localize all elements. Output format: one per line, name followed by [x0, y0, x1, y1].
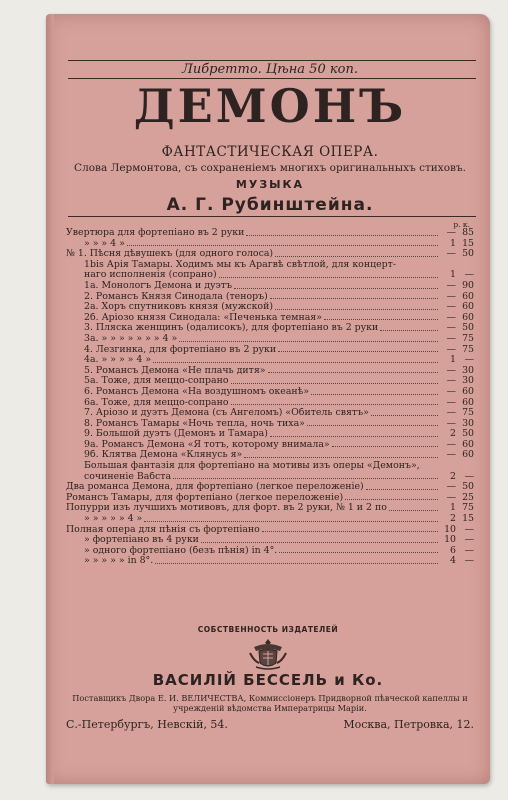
list-item — [66, 472, 474, 483]
addresses — [66, 718, 474, 731]
leader-dots — [371, 415, 438, 416]
price-kopecks: — — [464, 544, 474, 556]
address-moscow: Москва, Петровка, 12. — [343, 718, 474, 731]
leader-dots — [380, 330, 438, 331]
price-rubles: — — [446, 311, 456, 323]
leader-dots — [268, 372, 439, 373]
list-item — [66, 323, 474, 334]
leader-dots — [324, 319, 438, 320]
list-item — [66, 535, 474, 546]
price-kopecks: 30 — [462, 375, 474, 387]
list-item-label: 2б. Аріозо князя Синодала: «Печенька темная» — [84, 312, 322, 323]
price-rubles: — — [446, 227, 456, 238]
leader-dots — [366, 489, 438, 490]
price-kopecks: — — [464, 470, 474, 482]
leader-dots — [173, 478, 438, 479]
list-item — [66, 419, 474, 430]
libretto-price: Либретто. Цѣна 50 коп. — [182, 62, 358, 77]
price-kopecks: 75 — [462, 407, 474, 419]
leader-dots — [179, 341, 438, 342]
price-kopecks: 50 — [462, 481, 474, 493]
leader-dots — [234, 288, 438, 289]
price-rubles: — — [446, 375, 456, 387]
price-rubles: — — [446, 290, 456, 302]
price-kopecks: 15 — [462, 513, 474, 525]
list-item-label: 3. Пляска женщинъ (одалисокъ), для фортепіано въ 2 руки — [84, 323, 379, 334]
list-item — [66, 429, 474, 440]
leader-dots — [155, 563, 438, 564]
price-kopecks: 60 — [462, 311, 474, 323]
price-rubles: — — [446, 322, 456, 334]
list-item — [66, 514, 474, 525]
contents-list — [66, 228, 474, 567]
list-item — [66, 334, 474, 345]
subtitle: ФАНТАСТИЧЕСКАЯ ОПЕРА. — [161, 144, 379, 160]
list-item-label: № 1. Пѣсня дѣвушекъ (для одного голоса) — [66, 249, 274, 260]
list-item-label: Два романса Демона, для фортепіано (легкое переложеніе) — [66, 482, 364, 493]
list-item-label: » » » 4 » — [84, 238, 125, 249]
list-item-label: » » » » » in 8°. — [84, 556, 154, 567]
list-item-label: » » » » » 4 » — [84, 514, 143, 525]
price-rubles: — — [446, 407, 456, 419]
list-item-label: 2а. Хоръ спутниковъ князя (мужской) — [84, 302, 273, 313]
price-kopecks: 75 — [462, 502, 474, 514]
list-item-label: 8. Романсъ Тамары «Ночь тепла, ночь тиха» — [84, 418, 305, 429]
list-item — [66, 292, 474, 303]
list-item — [66, 387, 474, 398]
leader-dots — [144, 521, 438, 522]
leader-dots — [279, 552, 438, 553]
list-item — [66, 260, 474, 271]
list-item-label: 5. Романсъ Демона «Не плачь дитя» — [84, 365, 266, 376]
leader-dots — [231, 404, 438, 405]
list-item — [66, 482, 474, 493]
leader-dots — [345, 499, 438, 500]
leader-dots — [307, 425, 438, 426]
price-kopecks: 85 — [462, 227, 474, 238]
publisher-name: ВАСИЛІЙ БЕССЕЛЬ и Ко. — [152, 671, 384, 689]
leader-dots — [201, 542, 438, 543]
price-kopecks: 60 — [462, 396, 474, 408]
list-item-label: 4а. » » » » 4 » — [84, 355, 152, 366]
spine — [46, 14, 54, 784]
price-kopecks: — — [464, 523, 474, 535]
list-item-label: 2. Романсъ Князя Синодала (теноръ) — [84, 291, 268, 302]
list-item — [66, 525, 474, 536]
price-kopecks: 30 — [462, 417, 474, 429]
price-kopecks: — — [464, 534, 474, 546]
price-rubles: — — [446, 301, 456, 313]
price-kopecks: 60 — [462, 301, 474, 313]
composer: А. Г. Рубинштейна. — [166, 195, 374, 215]
price-kopecks: — — [464, 555, 474, 567]
price-rubles: 2 — [450, 513, 456, 525]
list-item-label: Попурри изъ лучшихъ мотивовъ, для форт. въ 2 руки, № 1 и 2 по — [66, 503, 387, 514]
price-kopecks: 15 — [462, 237, 474, 249]
list-item-label: 6а. Тоже, для меццо-сопрано — [84, 397, 229, 408]
list-item — [66, 493, 474, 504]
list-item-label: 7. Аріозо и дуэтъ Демона (съ Ангеломъ) «Обитель святъ» — [84, 408, 369, 419]
price-rubles: — — [446, 417, 456, 429]
coat-of-arms-icon — [246, 637, 290, 671]
leader-dots — [275, 256, 438, 257]
list-item-label: 9. Большой дуэтъ (Демонъ и Тамара) — [84, 429, 268, 440]
leader-dots — [127, 245, 438, 246]
leader-dots — [270, 298, 438, 299]
supplier-text: Поставщикъ Двора Е. И. ВЕЛИЧЕСТВА, Коммиссіонеръ Придворной пѣвческой капеллы и учрежденій вѣдомства Императрицы Маріи. — [72, 693, 468, 714]
list-item — [66, 440, 474, 451]
list-item — [66, 546, 474, 557]
price-kopecks: 50 — [462, 322, 474, 334]
address-st-petersburg: С.-Петербургъ, Невскій, 54. — [66, 718, 228, 731]
list-item — [66, 450, 474, 461]
price-rubles: — — [446, 385, 456, 397]
list-item-label: 6. Романсъ Демона «На воздушномъ океанѣ» — [84, 386, 310, 397]
price-rubles: 1 — [450, 237, 456, 249]
price-rubles: 1 — [450, 354, 456, 366]
list-item — [66, 503, 474, 514]
list-item — [66, 461, 474, 472]
price-rubles: 2 — [450, 428, 456, 440]
list-item-label: 3а. » » » » » » » 4 » — [84, 333, 178, 344]
price-kopecks: — — [464, 269, 474, 281]
list-item — [66, 355, 474, 366]
leader-dots — [278, 351, 438, 352]
publisher-note: СОБСТВЕННОСТЬ ИЗДАТЕЛЕЙ — [197, 625, 339, 634]
rule-top — [68, 60, 476, 61]
price-rubles: 1 — [450, 502, 456, 514]
booklet-cover — [46, 14, 490, 784]
leader-dots — [332, 446, 438, 447]
price-rubles: — — [446, 364, 456, 376]
list-item — [66, 270, 474, 281]
price-rubles: 6 — [450, 544, 456, 556]
list-item-label: наго исполненія (сопрано) — [84, 270, 217, 281]
page-title: ДЕМОНЪ — [133, 79, 407, 133]
leader-dots — [389, 510, 438, 511]
list-item-label: сочиненіе Вабста — [84, 471, 172, 482]
list-item — [66, 228, 474, 239]
list-item — [66, 376, 474, 387]
price-kopecks: 75 — [462, 332, 474, 344]
price-kopecks: 75 — [462, 343, 474, 355]
price-kopecks: 50 — [462, 248, 474, 260]
leader-dots — [246, 235, 438, 236]
price-rubles: — — [446, 279, 456, 291]
price-rubles: 4 — [450, 555, 456, 567]
price-kopecks: — — [464, 354, 474, 366]
price-rubles: 10 — [444, 523, 456, 535]
list-item — [66, 313, 474, 324]
price-rubles: — — [446, 481, 456, 493]
list-item — [66, 239, 474, 250]
leader-dots — [270, 436, 438, 437]
price-rubles: — — [446, 449, 456, 461]
leader-dots — [275, 309, 438, 310]
price-kopecks: 60 — [462, 438, 474, 450]
list-item-label: 5а. Тоже, для меццо-сопрано — [84, 376, 229, 387]
price-kopecks: 50 — [462, 428, 474, 440]
price-kopecks: 90 — [462, 279, 474, 291]
price-kopecks: 60 — [462, 385, 474, 397]
list-item-label: Увертюра для фортепіано въ 2 руки — [66, 228, 245, 238]
leader-dots — [244, 457, 438, 458]
music-label: МУЗЫКА — [235, 178, 305, 191]
price-rubles: — — [446, 332, 456, 344]
list-item-label: Романсъ Тамары, для фортепіано (легкое переложеніе) — [66, 492, 344, 503]
list-item-label: 9а. Романсъ Демона «Я тотъ, которому внимала» — [84, 439, 330, 450]
list-item — [66, 281, 474, 292]
price-kopecks: 60 — [462, 290, 474, 302]
list-item-label: 9б. Клятва Демона «Клянусь я» — [84, 450, 243, 461]
price-rubles: — — [446, 248, 456, 260]
leader-dots — [311, 394, 438, 395]
rule-under-composer — [68, 216, 476, 217]
list-item — [66, 249, 474, 260]
currency-header: р. к. — [453, 220, 470, 229]
price-rubles: 1 — [450, 269, 456, 281]
lyrics-credit: Слова Лермонтова, съ сохраненіемъ многихъ оригинальныхъ стиховъ. — [74, 162, 466, 174]
list-item — [66, 302, 474, 313]
list-item — [66, 556, 474, 567]
list-item-label: » фортепіано въ 4 руки — [84, 535, 199, 546]
list-item — [66, 408, 474, 419]
list-item-label: » одного фортепіано (безъ пѣнія) in 4°. — [84, 545, 278, 556]
price-rubles: — — [446, 438, 456, 450]
list-item-label: 1а. Монологъ Демона и дуэтъ — [84, 280, 232, 291]
price-kopecks: 25 — [462, 491, 474, 503]
list-item — [66, 366, 474, 377]
list-item — [66, 345, 474, 356]
leader-dots — [219, 277, 438, 278]
price-rubles: — — [446, 396, 456, 408]
price-rubles: — — [446, 343, 456, 355]
price-rubles: — — [446, 491, 456, 503]
list-item — [66, 398, 474, 409]
price-kopecks: 60 — [462, 449, 474, 461]
leader-dots — [262, 531, 438, 532]
price-rubles: 10 — [444, 534, 456, 546]
price-kopecks: 30 — [462, 364, 474, 376]
list-item-label: Большая фантазія для фортепіано на мотивы изъ оперы «Демонъ», — [84, 461, 420, 472]
list-item-label: Полная опера для пѣнія съ фортепіано — [66, 524, 260, 535]
price-rubles: 2 — [450, 470, 456, 482]
list-item-label: 4. Лезгинка, для фортепіано въ 2 руки — [84, 344, 277, 355]
leader-dots — [153, 362, 438, 363]
list-item-label: 1bis Арія Тамары. Ходимъ мы къ Арагвѣ свѣтлой, для концерт- — [84, 259, 397, 270]
leader-dots — [231, 383, 438, 384]
